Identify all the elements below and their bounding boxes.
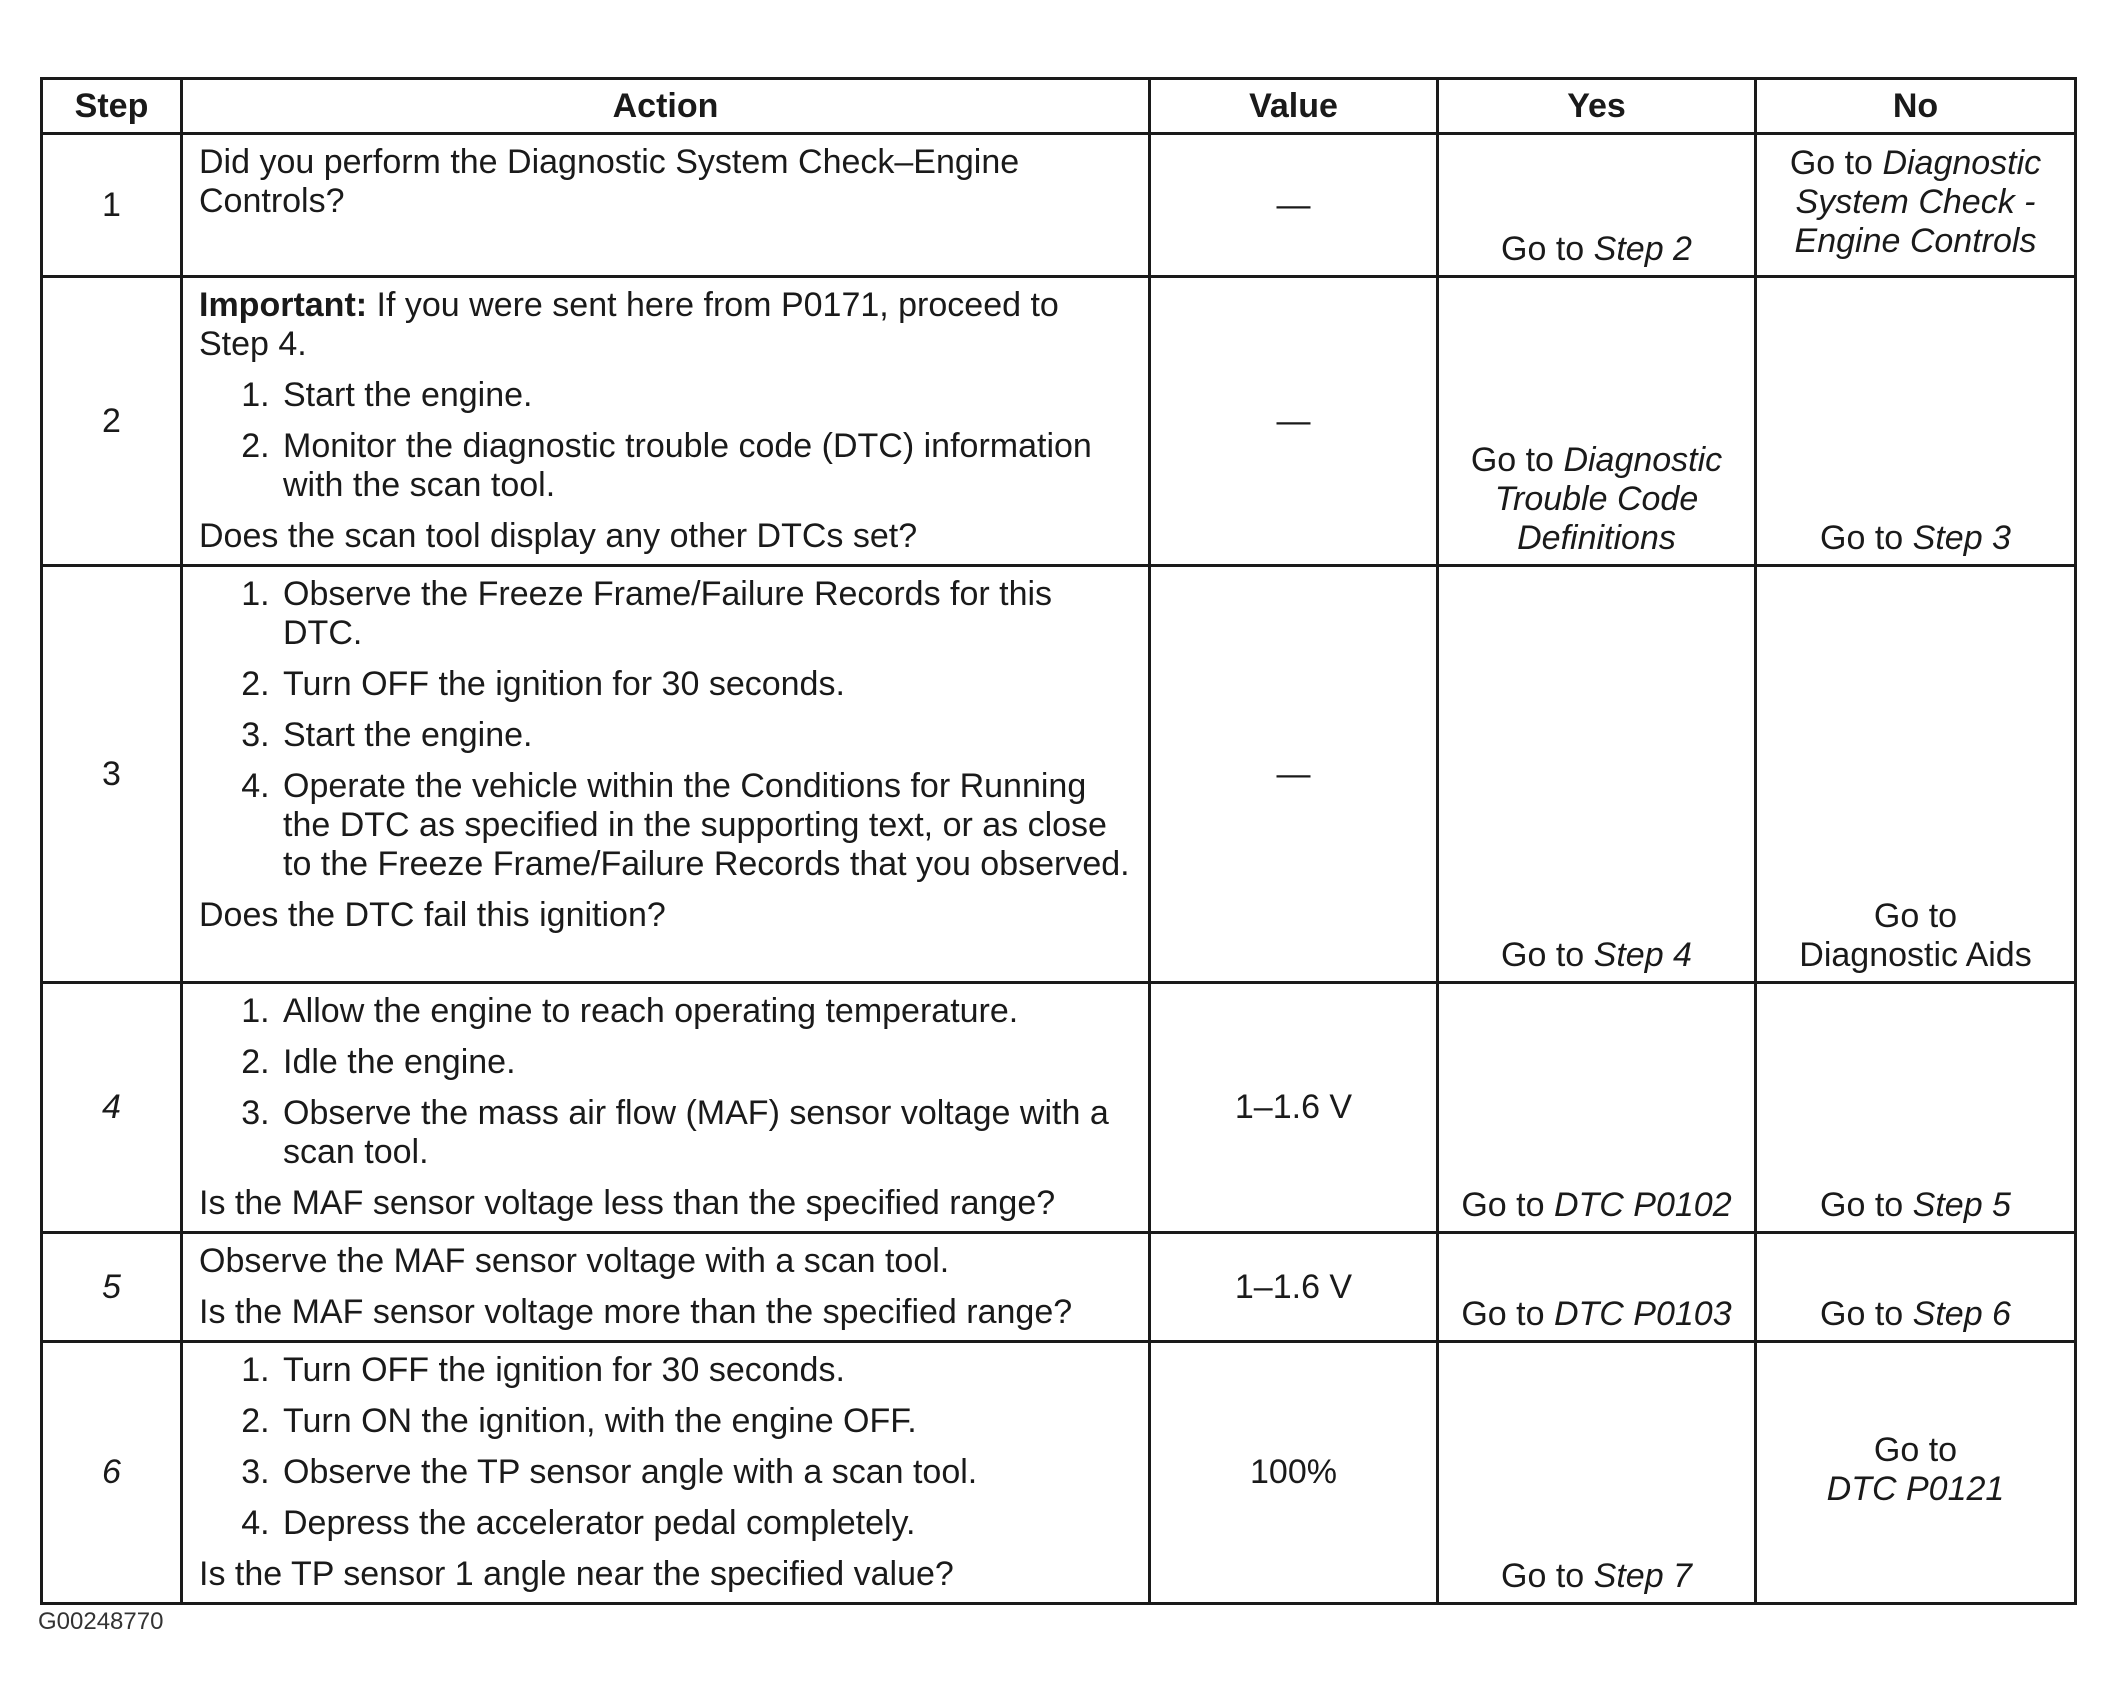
action-step-item: 4. Operate the vehicle within the Conditions for Running the DTC as specified in the supporting text, or as close to the Freeze Frame/Failure Records that you observed. bbox=[279, 767, 1134, 884]
action-step-item: 4. Depress the accelerator pedal completely. bbox=[279, 1504, 1134, 1543]
action-step-item: 1. Allow the engine to reach operating temperature. bbox=[279, 992, 1134, 1031]
table-row bbox=[42, 566, 2076, 983]
yes-prefix: Go to bbox=[1501, 230, 1585, 268]
action-step-item: 2. Turn OFF the ignition for 30 seconds. bbox=[279, 665, 1134, 704]
no-prefix: Go to bbox=[1820, 519, 1904, 557]
step-number: 4 bbox=[42, 983, 182, 1233]
no-prefix: Go to bbox=[1789, 143, 1873, 182]
yes-cell bbox=[1438, 1342, 1756, 1604]
action-steps-list bbox=[199, 992, 1134, 1172]
header-yes: Yes bbox=[1438, 79, 1756, 134]
yes-cell bbox=[1438, 1233, 1756, 1342]
action-step-item: 2. Turn ON the ignition, with the engine OFF. bbox=[279, 1402, 1134, 1441]
yes-target-link[interactable]: Step 4 bbox=[1593, 936, 1692, 974]
action-step-item: 2. Monitor the diagnostic trouble code (DTC) information with the scan tool. bbox=[279, 427, 1134, 505]
table-row bbox=[42, 277, 2076, 566]
value-cell: 100% bbox=[1150, 1342, 1438, 1604]
value-cell: — bbox=[1150, 134, 1438, 277]
action-cell bbox=[182, 566, 1150, 983]
yes-target-link[interactable]: Step 2 bbox=[1593, 230, 1692, 268]
yes-cell bbox=[1438, 983, 1756, 1233]
yes-prefix: Go to bbox=[1501, 1557, 1585, 1595]
action-cell bbox=[182, 134, 1150, 277]
action-question: Does the scan tool display any other DTCs set? bbox=[199, 517, 918, 555]
header-row bbox=[42, 79, 2076, 134]
action-step-item: 1. Observe the Freeze Frame/Failure Records for this DTC. bbox=[279, 575, 1134, 653]
action-step-item: 3. Observe the mass air flow (MAF) sensor voltage with a scan tool. bbox=[279, 1094, 1134, 1172]
no-target-link[interactable]: Diagnostic Aids bbox=[1799, 936, 2032, 974]
header-step: Step bbox=[42, 79, 182, 134]
step-number: 1 bbox=[42, 134, 182, 277]
yes-cell bbox=[1438, 134, 1756, 277]
header-action: Action bbox=[182, 79, 1150, 134]
no-target-link[interactable]: DTC P0121 bbox=[1826, 1469, 2005, 1508]
no-cell bbox=[1756, 1233, 2076, 1342]
table-row bbox=[42, 983, 2076, 1233]
table-row bbox=[42, 1233, 2076, 1342]
action-steps-list bbox=[199, 376, 1134, 505]
table-row bbox=[42, 134, 2076, 277]
important-label: Important: bbox=[199, 286, 368, 324]
no-cell bbox=[1756, 983, 2076, 1233]
yes-cell bbox=[1438, 277, 1756, 566]
value-cell: 1–1.6 V bbox=[1150, 983, 1438, 1233]
step-number: 5 bbox=[42, 1233, 182, 1342]
yes-target-link[interactable]: Diagnostic Trouble Code Definitions bbox=[1494, 441, 1723, 557]
no-prefix: Go to bbox=[1820, 1295, 1904, 1333]
table-row bbox=[42, 1342, 2076, 1604]
no-prefix: Go to bbox=[1873, 897, 1958, 935]
action-cell bbox=[182, 983, 1150, 1233]
yes-cell bbox=[1438, 566, 1756, 983]
no-prefix: Go to bbox=[1873, 1430, 1958, 1469]
action-cell bbox=[182, 1342, 1150, 1604]
no-prefix: Go to bbox=[1820, 1186, 1904, 1224]
no-cell bbox=[1756, 134, 2076, 277]
action-paragraph: Observe the MAF sensor voltage with a scan tool. bbox=[199, 1242, 950, 1280]
no-target-link[interactable]: Step 3 bbox=[1912, 519, 2011, 557]
action-question: Is the TP sensor 1 angle near the specified value? bbox=[199, 1555, 954, 1593]
no-cell bbox=[1756, 1342, 2076, 1604]
action-question: Does the DTC fail this ignition? bbox=[199, 896, 666, 934]
important-note bbox=[199, 286, 1134, 364]
yes-prefix: Go to bbox=[1501, 936, 1585, 974]
no-target-link[interactable]: Diagnostic System Check - Engine Controls bbox=[1794, 143, 2042, 260]
no-target-link[interactable]: Step 5 bbox=[1912, 1186, 2011, 1224]
diagnostic-table bbox=[40, 77, 2077, 1605]
action-step-item: 1. Start the engine. bbox=[279, 376, 1134, 415]
no-cell bbox=[1756, 566, 2076, 983]
header-no: No bbox=[1756, 79, 2076, 134]
yes-target-link[interactable]: Step 7 bbox=[1593, 1557, 1692, 1595]
action-step-item: 2. Idle the engine. bbox=[279, 1043, 1134, 1082]
action-question: Is the MAF sensor voltage more than the specified range? bbox=[199, 1293, 1073, 1331]
no-cell bbox=[1756, 277, 2076, 566]
action-cell bbox=[182, 1233, 1150, 1342]
step-number: 2 bbox=[42, 277, 182, 566]
action-step-item: 1. Turn OFF the ignition for 30 seconds. bbox=[279, 1351, 1134, 1390]
action-step-item: 3. Start the engine. bbox=[279, 716, 1134, 755]
action-steps-list bbox=[199, 1351, 1134, 1543]
action-step-item: 3. Observe the TP sensor angle with a scan tool. bbox=[279, 1453, 1134, 1492]
yes-target-link[interactable]: DTC P0103 bbox=[1553, 1295, 1732, 1333]
step-number: 3 bbox=[42, 566, 182, 983]
action-cell bbox=[182, 277, 1150, 566]
header-value: Value bbox=[1150, 79, 1438, 134]
yes-prefix: Go to bbox=[1461, 1186, 1545, 1224]
value-cell: — bbox=[1150, 566, 1438, 983]
action-question: Is the MAF sensor voltage less than the specified range? bbox=[199, 1184, 1056, 1222]
yes-prefix: Go to bbox=[1470, 441, 1554, 479]
action-steps-list bbox=[199, 575, 1134, 884]
yes-target-link[interactable]: DTC P0102 bbox=[1553, 1186, 1732, 1224]
step-number: 6 bbox=[42, 1342, 182, 1604]
figure-id: G00248770 bbox=[38, 1608, 164, 1635]
value-cell: 1–1.6 V bbox=[1150, 1233, 1438, 1342]
value-cell: — bbox=[1150, 277, 1438, 566]
yes-prefix: Go to bbox=[1461, 1295, 1545, 1333]
important-text: If you were sent here from P0171, proceed to Step 4. bbox=[199, 286, 1059, 363]
no-target-link[interactable]: Step 6 bbox=[1912, 1295, 2011, 1333]
action-paragraph: Did you perform the Diagnostic System Check–Engine Controls? bbox=[199, 143, 1020, 220]
